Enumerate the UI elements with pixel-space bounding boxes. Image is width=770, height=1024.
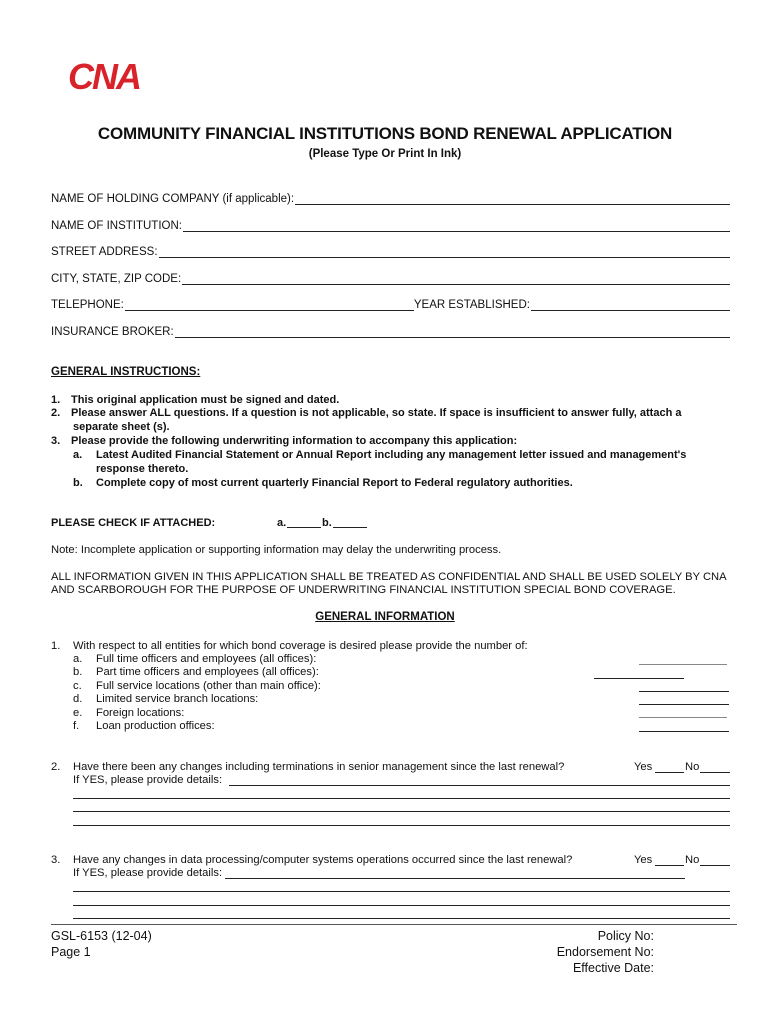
logo-text: CNA <box>68 58 140 94</box>
year-established-label: YEAR ESTABLISHED: <box>413 299 530 311</box>
check-attached-label: PLEASE CHECK IF ATTACHED: <box>51 517 216 529</box>
q1-item-b: b. Part time officers and employees (all offices): <box>73 666 319 678</box>
question-1: 1. With respect to all entities for which bond coverage is desired please provide the number of: <box>51 640 528 652</box>
q1-d-field[interactable] <box>639 704 729 705</box>
city-state-zip-field[interactable] <box>51 270 730 285</box>
q1-a-field[interactable] <box>639 664 727 665</box>
city-state-zip-label: CITY, STATE, ZIP CODE: <box>51 273 182 285</box>
q3-yes-label: Yes <box>634 854 653 866</box>
q1-c-field[interactable] <box>639 691 729 692</box>
confidential-line-1: ALL INFORMATION GIVEN IN THIS APPLICATION SHALL BE TREATED AS CONFIDENTIAL AND SHALL BE USED SOLELY BY CNA <box>51 571 727 583</box>
q2-details-line-3[interactable] <box>73 811 730 812</box>
check-b-field[interactable] <box>333 527 367 528</box>
institution-field[interactable] <box>51 217 730 232</box>
page-number: Page 1 <box>51 945 91 959</box>
q1-f-field[interactable] <box>639 731 729 732</box>
q3-details-line-3[interactable] <box>73 905 730 906</box>
instructions-heading: GENERAL INSTRUCTIONS: <box>51 366 201 378</box>
q2-details-label: If YES, please provide details: <box>73 774 223 786</box>
insurance-broker-label: INSURANCE BROKER: <box>51 326 174 338</box>
check-a-label: a. <box>277 517 287 529</box>
instruction-2: 2. Please answer ALL questions. If a question is not applicable, so state. If space is insufficient to answer fully, attach a <box>51 407 682 419</box>
instruction-3a-cont: response thereto. <box>96 463 189 475</box>
q2-details-field[interactable] <box>229 785 730 786</box>
q2-details-line-2[interactable] <box>73 798 730 799</box>
q2-no-label: No <box>685 761 700 773</box>
effective-date-label: Effective Date: <box>572 961 654 975</box>
q3-details-line-2[interactable] <box>73 891 730 892</box>
q2-details-line-4[interactable] <box>73 825 730 826</box>
endorsement-number-label: Endorsement No: <box>556 945 654 959</box>
instruction-2-cont: separate sheet (s). <box>73 421 170 433</box>
q3-no-label: No <box>685 854 700 866</box>
question-2: 2. Have there been any changes including terminations in senior management since the last renewal? <box>51 761 565 773</box>
check-a-field[interactable] <box>287 527 321 528</box>
instruction-3: 3. Please provide the following underwriting information to accompany this application: <box>51 435 518 447</box>
general-info-heading: GENERAL INFORMATION <box>315 611 455 623</box>
q1-e-field[interactable] <box>639 717 727 718</box>
instruction-3b: b. Complete copy of most current quarterly Financial Report to Federal regulatory authorities. <box>73 477 573 489</box>
policy-number-label: Policy No: <box>597 929 654 943</box>
q2-yes-field[interactable] <box>655 772 684 773</box>
note-text: Note: Incomplete application or supporting information may delay the underwriting process. <box>51 544 502 556</box>
q1-item-a: a. Full time officers and employees (all offices): <box>73 653 317 665</box>
instruction-3a: a. Latest Audited Financial Statement or Annual Report including any management letter issued and management's <box>73 449 687 461</box>
page-title: COMMUNITY FINANCIAL INSTITUTIONS BOND RENEWAL APPLICATION <box>97 124 673 143</box>
street-address-label: STREET ADDRESS: <box>51 246 158 258</box>
q2-no-field[interactable] <box>700 772 730 773</box>
q2-yes-label: Yes <box>634 761 653 773</box>
holding-company-label: NAME OF HOLDING COMPANY (if applicable): <box>51 193 295 205</box>
cna-logo <box>68 58 172 94</box>
holding-company-field[interactable] <box>51 190 730 205</box>
footer-divider <box>51 924 737 925</box>
institution-label: NAME OF INSTITUTION: <box>51 220 182 232</box>
q1-item-c: c. Full service locations (other than main office): <box>73 680 321 692</box>
q1-item-d: d. Limited service branch locations: <box>73 693 259 705</box>
year-established-field[interactable] <box>531 298 730 311</box>
page-subtitle: (Please Type Or Print In Ink) <box>308 148 462 160</box>
q3-details-label: If YES, please provide details: <box>73 867 223 879</box>
check-b-label: b. <box>322 517 332 529</box>
q3-no-field[interactable] <box>700 865 730 866</box>
confidential-line-2: AND SCARBOROUGH FOR THE PURPOSE OF UNDERWRITING FINANCIAL INSTITUTION SPECIAL BOND COVERAGE. <box>51 584 676 596</box>
street-address-field[interactable] <box>51 243 730 258</box>
q3-details-field[interactable] <box>225 878 685 879</box>
instruction-1: 1. This original application must be signed and dated. <box>51 394 340 406</box>
q1-item-e: e. Foreign locations: <box>73 707 185 719</box>
question-3: 3. Have any changes in data processing/computer systems operations occurred since the last renewal? <box>51 854 573 866</box>
q3-details-line-4[interactable] <box>73 918 730 919</box>
q1-item-f: f. Loan production offices: <box>73 720 215 732</box>
telephone-label: TELEPHONE: <box>51 299 124 311</box>
form-number: GSL-6153 (12-04) <box>51 929 152 943</box>
telephone-year-row <box>51 296 730 311</box>
insurance-broker-field[interactable] <box>51 323 730 338</box>
q1-b-field[interactable] <box>594 678 684 679</box>
telephone-field[interactable] <box>125 298 414 311</box>
q3-yes-field[interactable] <box>655 865 684 866</box>
